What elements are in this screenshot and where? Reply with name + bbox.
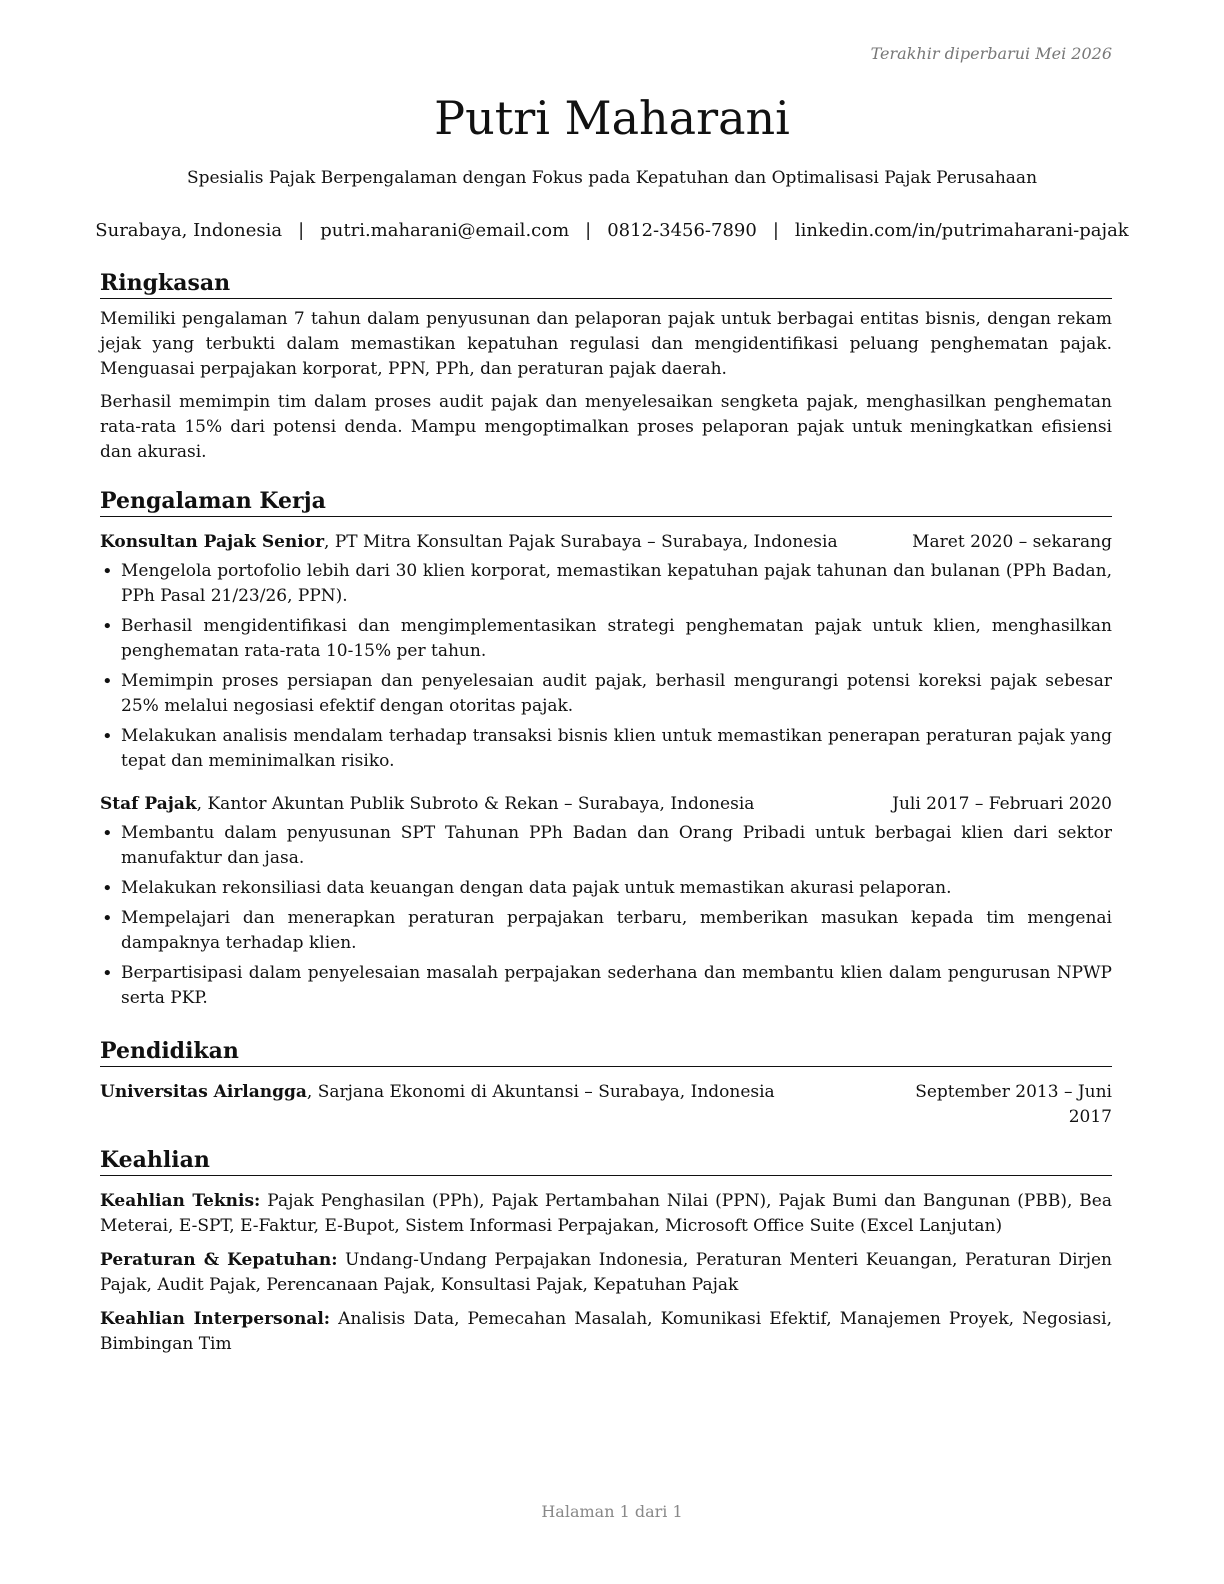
job-bullets	[100, 559, 1112, 774]
section-title-experience: Pengalaman Kerja	[100, 488, 1112, 517]
education-line	[100, 1080, 775, 1130]
job-bullet: • Membantu dalam penyusunan SPT Tahunan PPh Badan dan Orang Pribadi untuk berbagai klien dari sektor manufaktur dan jasa.	[100, 821, 1112, 871]
skills-list	[100, 1189, 1112, 1357]
contact-separator: |	[298, 220, 305, 241]
skill-group	[100, 1248, 1112, 1298]
job-bullet: • Berpartisipasi dalam penyelesaian masalah perpajakan sederhana dan membantu klien dalam pengurusan NPWP serta PKP.	[100, 961, 1112, 1011]
job-bullet: • Mempelajari dan menerapkan peraturan perpajakan terbaru, memberikan masukan kepada tim mengenai dampaknya terhadap klien.	[100, 906, 1112, 956]
contact-separator: |	[585, 220, 592, 241]
section-title-education: Pendidikan	[100, 1038, 1112, 1067]
contact-line	[0, 220, 1224, 241]
education-entry	[100, 1080, 1112, 1130]
job-title-line	[100, 792, 754, 817]
job-title-line	[100, 530, 838, 555]
experience-section	[100, 488, 1112, 1016]
skill-group	[100, 1189, 1112, 1239]
skill-group-text: Analisis Data, Pemecahan Masalah, Komunikasi Efektif, Manajemen Proyek, Negosiasi, Bimbingan Tim	[100, 1309, 1113, 1354]
job-bullet: • Melakukan analisis mendalam terhadap transaksi bisnis klien untuk memastikan penerapan peraturan pajak yang tepat dan meminimalkan risiko.	[100, 724, 1112, 774]
job-header	[100, 792, 1112, 817]
contact-linkedin[interactable]: linkedin.com/in/putrimaharani-pajak	[794, 220, 1129, 241]
education-dates: September 2013 – Juni 2017	[915, 1082, 1112, 1127]
section-title-summary: Ringkasan	[100, 270, 1112, 299]
summary-paragraph: Memiliki pengalaman 7 tahun dalam penyusunan dan pelaporan pajak untuk berbagai entitas bisnis, dengan rekam jejak yang terbukti dalam memastikan kepatuhan regulasi dan mengidentifikasi peluang penghematan pajak. Menguasai perpajakan korporat, PPN, PPh, dan peraturan pajak daerah.	[100, 309, 1112, 379]
tagline: Spesialis Pajak Berpengalaman dengan Fokus pada Kepatuhan dan Optimalisasi Pajak Perusahaan	[186, 168, 1038, 188]
contact-location: Surabaya, Indonesia	[95, 220, 283, 241]
section-title-skills: Keahlian	[100, 1147, 1112, 1176]
education-school: Universitas Airlangga	[100, 1082, 307, 1102]
last-updated: Terakhir diperbarui Mei 2026	[870, 44, 1112, 63]
summary-paragraph: Berhasil memimpin tim dalam proses audit pajak dan menyelesaikan sengketa pajak, menghasilkan penghematan rata-rata 15% dari potensi denda. Mampu mengoptimalkan proses pelaporan pajak untuk meningkatkan efisiensi dan akurasi.	[100, 392, 1112, 462]
contact-email[interactable]: putri.maharani@email.com	[320, 220, 570, 241]
job-bullet: • Melakukan rekonsiliasi data keuangan dengan data pajak untuk memastikan akurasi pelaporan.	[100, 876, 1112, 901]
job-bullet: • Mengelola portofolio lebih dari 30 klien korporat, memastikan kepatuhan pajak tahunan dan bulanan (PPh Badan, PPh Pasal 21/23/26, PPN).	[100, 559, 1112, 609]
job-dates: Maret 2020 – sekarang	[912, 532, 1112, 552]
contact-separator: |	[772, 220, 779, 241]
contact-phone: 0812-3456-7890	[607, 220, 757, 241]
skill-group	[100, 1307, 1112, 1357]
skill-group-label: Keahlian Teknis:	[100, 1191, 261, 1211]
skills-section	[100, 1147, 1112, 1366]
candidate-name: Putri Maharani	[434, 91, 790, 145]
education-section	[100, 1038, 1112, 1130]
summary-section	[100, 270, 1112, 465]
skill-group-text: Pajak Penghasilan (PPh), Pajak Pertambahan Nilai (PPN), Pajak Bumi dan Bangunan (PBB), Bea Meterai, E-SPT, E-Faktur, E-Bupot, Sistem Informasi Perpajakan, Microsoft Office Suite (Excel Lanjutan)	[100, 1191, 1112, 1236]
skill-group-text: Undang-Undang Perpajakan Indonesia, Peraturan Menteri Keuangan, Peraturan Dirjen Pajak, Audit Pajak, Perencanaan Pajak, Konsultasi Pajak, Kepatuhan Pajak	[100, 1250, 1112, 1295]
job-organization: , Kantor Akuntan Publik Subroto & Rekan – Surabaya, Indonesia	[196, 794, 755, 814]
job-role: Staf Pajak	[100, 794, 197, 814]
job-bullet: • Berhasil mengidentifikasi dan mengimplementasikan strategi penghematan pajak untuk klien, menghasilkan penghematan rata-rata 10-15% per tahun.	[100, 614, 1112, 664]
job-entry	[100, 792, 1112, 1011]
job-bullet: • Memimpin proses persiapan dan penyelesaian audit pajak, berhasil mengurangi potensi koreksi pajak sebesar 25% melalui negosiasi efektif dengan otoritas pajak.	[100, 669, 1112, 719]
job-dates: Juli 2017 – Februari 2020	[892, 794, 1112, 814]
job-entry	[100, 530, 1112, 774]
job-role: Konsultan Pajak Senior	[100, 532, 325, 552]
job-header	[100, 530, 1112, 555]
job-bullets	[100, 821, 1112, 1011]
page-number: Halaman 1 dari 1	[541, 1502, 683, 1521]
skill-group-label: Peraturan & Kepatuhan:	[100, 1250, 338, 1270]
skill-group-label: Keahlian Interpersonal:	[100, 1309, 331, 1329]
job-organization: , PT Mitra Konsultan Pajak Surabaya – Surabaya, Indonesia	[324, 532, 838, 552]
education-degree: , Sarjana Ekonomi di Akuntansi – Surabaya, Indonesia	[306, 1082, 775, 1102]
